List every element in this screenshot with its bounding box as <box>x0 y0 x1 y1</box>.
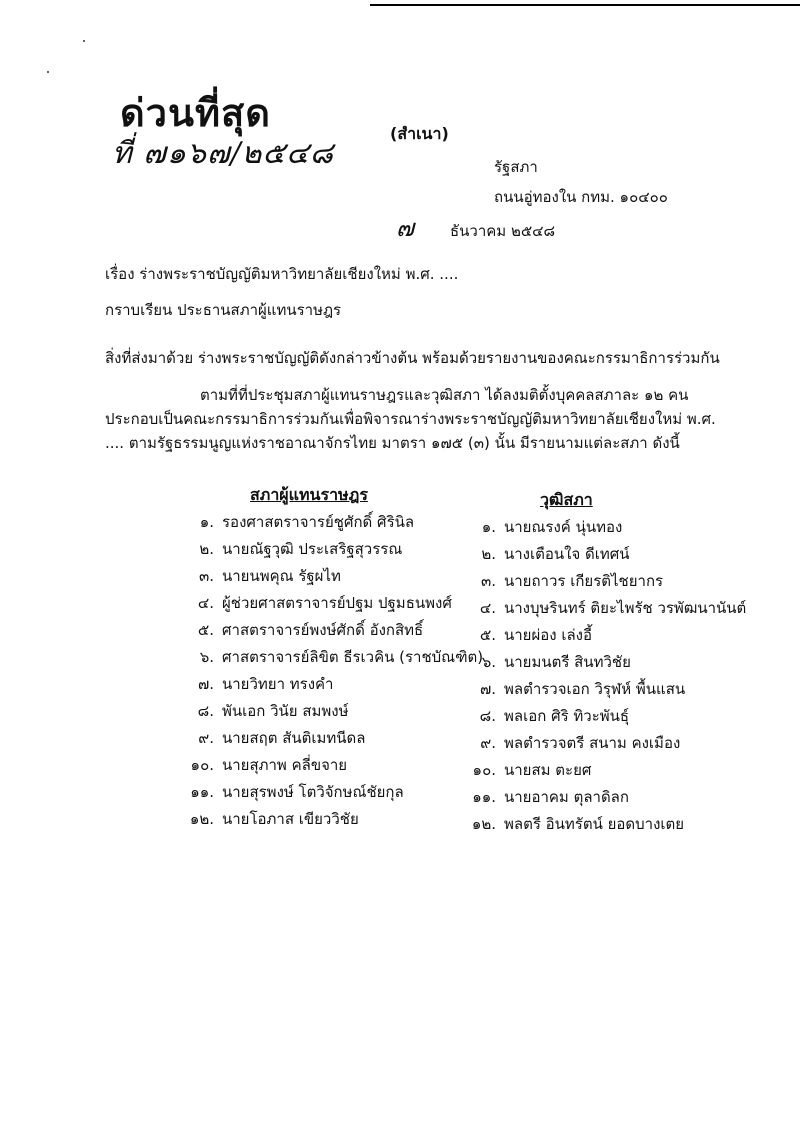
member-name: นายนพคุณ รัฐผไท <box>222 567 341 585</box>
member-number: ๘. <box>197 702 214 720</box>
house-heading: สภาผู้แทนราษฎร <box>250 485 368 504</box>
body-text: ตามที่ที่ประชุมสภาผู้แทนราษฎรและวุฒิสภา ได้ลงมติตั้งบุคคลสภาละ ๑๒ คน ประกอบเป็นคณะกรรมาธิการร่วมกันเพื่อพิจารณาร่างพระราชบัญญัติมหาวิทยาลัยเชียงใหม่ พ.ศ. .... ตามรัฐธรรมนูญแห่งราชอาณาจักรไทย มาตรา ๑๗๕ (๓) นั้น มีรายนามแต่ละสภา ดังนี้ <box>105 386 716 452</box>
senate-member-item <box>462 650 631 674</box>
member-name: นายสุภาพ คลี่ขจาย <box>222 756 348 774</box>
member-number: ๑๑. <box>472 788 496 806</box>
member-number: ๔. <box>197 594 214 612</box>
senate-member-item <box>462 731 680 755</box>
house-member-item <box>180 726 365 750</box>
member-number: ๑๑. <box>190 783 214 801</box>
member-name: พันเอก วินัย สมพงษ์ <box>222 702 349 720</box>
member-number: ๕. <box>197 621 214 639</box>
member-number: ๕. <box>479 626 496 644</box>
senate-member-item <box>462 704 629 728</box>
enclosure-line: สิ่งที่ส่งมาด้วย ร่างพระราชบัญญัติดังกล่าวข้างต้น พร้อมด้วยรายงานของคณะกรรมาธิการร่วมกัน <box>105 349 720 367</box>
scan-top-edge-line <box>370 4 800 6</box>
senate-member-item <box>462 542 630 566</box>
member-name: รองศาสตราจารย์ชูศักดิ์ ศิรินิล <box>222 513 415 531</box>
member-name: ศาสตราจารย์พงษ์ศักดิ์ อังกสิทธิ์ <box>222 621 424 639</box>
salutation-line: กราบเรียน ประธานสภาผู้แทนราษฎร <box>105 301 342 319</box>
house-member-item <box>180 591 452 615</box>
member-number: ๘. <box>479 707 496 725</box>
member-number: ๓. <box>198 567 214 585</box>
organization-name: รัฐสภา <box>494 158 538 176</box>
senate-member-item <box>462 758 591 782</box>
member-name: นายถาวร เกียรติไชยากร <box>504 572 664 590</box>
member-number: ๖. <box>199 648 214 666</box>
member-number: ๑๒. <box>471 815 496 833</box>
member-name: พลตำรวจตรี สนาม คงเมือง <box>504 734 681 752</box>
member-name: นายสฤต สันติเมทนีดล <box>222 729 366 747</box>
urgent-stamp: ด่วนที่สุด <box>120 91 271 135</box>
house-member-item <box>180 780 404 804</box>
body-paragraph <box>105 383 725 455</box>
scan-speck <box>83 40 85 42</box>
house-member-item <box>180 618 423 642</box>
member-name: ผู้ช่วยศาสตราจารย์ปฐม ปฐมธนพงศ์ <box>222 594 452 612</box>
member-number: ๗. <box>479 680 496 698</box>
senate-heading: วุฒิสภา <box>540 490 593 509</box>
member-name: พลตรี อินทรัตน์ ยอดบางเตย <box>504 815 685 833</box>
member-number: ๒. <box>481 545 496 563</box>
scan-speck <box>47 71 49 73</box>
date-day: ๗ <box>396 214 415 242</box>
member-name: นายอาคม ตุลาดิลก <box>504 788 629 806</box>
member-number: ๑๒. <box>189 810 214 828</box>
senate-member-item <box>462 515 622 539</box>
member-number: ๖. <box>481 653 496 671</box>
member-number: ๑๐. <box>190 756 214 774</box>
member-number: ๑๐. <box>472 761 496 779</box>
member-number: ๙. <box>480 734 496 752</box>
copy-mark: (สำเนา) <box>390 124 449 143</box>
house-member-item <box>180 537 402 561</box>
house-member-item <box>180 753 347 777</box>
house-member-item <box>180 645 483 669</box>
member-name: นายมนตรี สินทวิชัย <box>504 653 631 671</box>
member-name: นายสุรพงษ์ โตวิจักษณ์ชัยกุล <box>222 783 404 801</box>
house-member-item <box>180 564 341 588</box>
senate-member-item <box>462 569 663 593</box>
member-name: นายผ่อง เล่งอี้ <box>504 626 593 644</box>
senate-member-item <box>462 596 746 620</box>
house-member-item <box>180 699 349 723</box>
member-number: ๙. <box>198 729 214 747</box>
member-name: นางเตือนใจ ดีเทศน์ <box>504 545 630 563</box>
member-name: พลเอก ศิริ ทิวะพันธุ์ <box>504 707 630 725</box>
member-name: พลตำรวจเอก วิรุฬห์ พื้นแสน <box>504 680 686 698</box>
member-number: ๓. <box>480 572 496 590</box>
member-name: นายสม ตะยศ <box>504 761 592 779</box>
member-name: ศาสตราจารย์ลิขิต ธีรเวคิน (ราชบัณฑิต) <box>222 648 484 666</box>
house-member-item <box>180 672 333 696</box>
member-name: นายณัฐวุฒิ ประเสริฐสุวรรณ <box>222 540 403 558</box>
senate-member-item <box>462 812 684 836</box>
member-number: ๗. <box>197 675 214 693</box>
senate-member-item <box>462 623 592 647</box>
subject-line: เรื่อง ร่างพระราชบัญญัติมหาวิทยาลัยเชียงใหม่ พ.ศ. .... <box>105 265 459 283</box>
member-name: นายโอภาส เขียววิชัย <box>222 810 359 828</box>
member-number: ๒. <box>199 540 214 558</box>
house-member-item <box>180 807 359 831</box>
member-name: นายณรงค์ นุ่นทอง <box>504 518 623 536</box>
house-member-item <box>180 510 414 534</box>
organization-address: ถนนอู่ทองใน กทม. ๑๐๔๐๐ <box>494 188 668 206</box>
member-name: นางบุษรินทร์ ติยะไพรัช วรพัฒนานันต์ <box>504 599 747 617</box>
senate-member-item <box>462 785 629 809</box>
member-number: ๑. <box>481 518 496 536</box>
date-month-year: ธันวาคม ๒๕๔๘ <box>450 222 556 240</box>
reference-number: ที่ ๗๑๖๗/๒๕๔๘ <box>112 136 334 171</box>
member-number: ๔. <box>479 599 496 617</box>
senate-member-item <box>462 677 685 701</box>
member-number: ๑. <box>199 513 214 531</box>
member-name: นายวิทยา ทรงคำ <box>222 675 334 693</box>
